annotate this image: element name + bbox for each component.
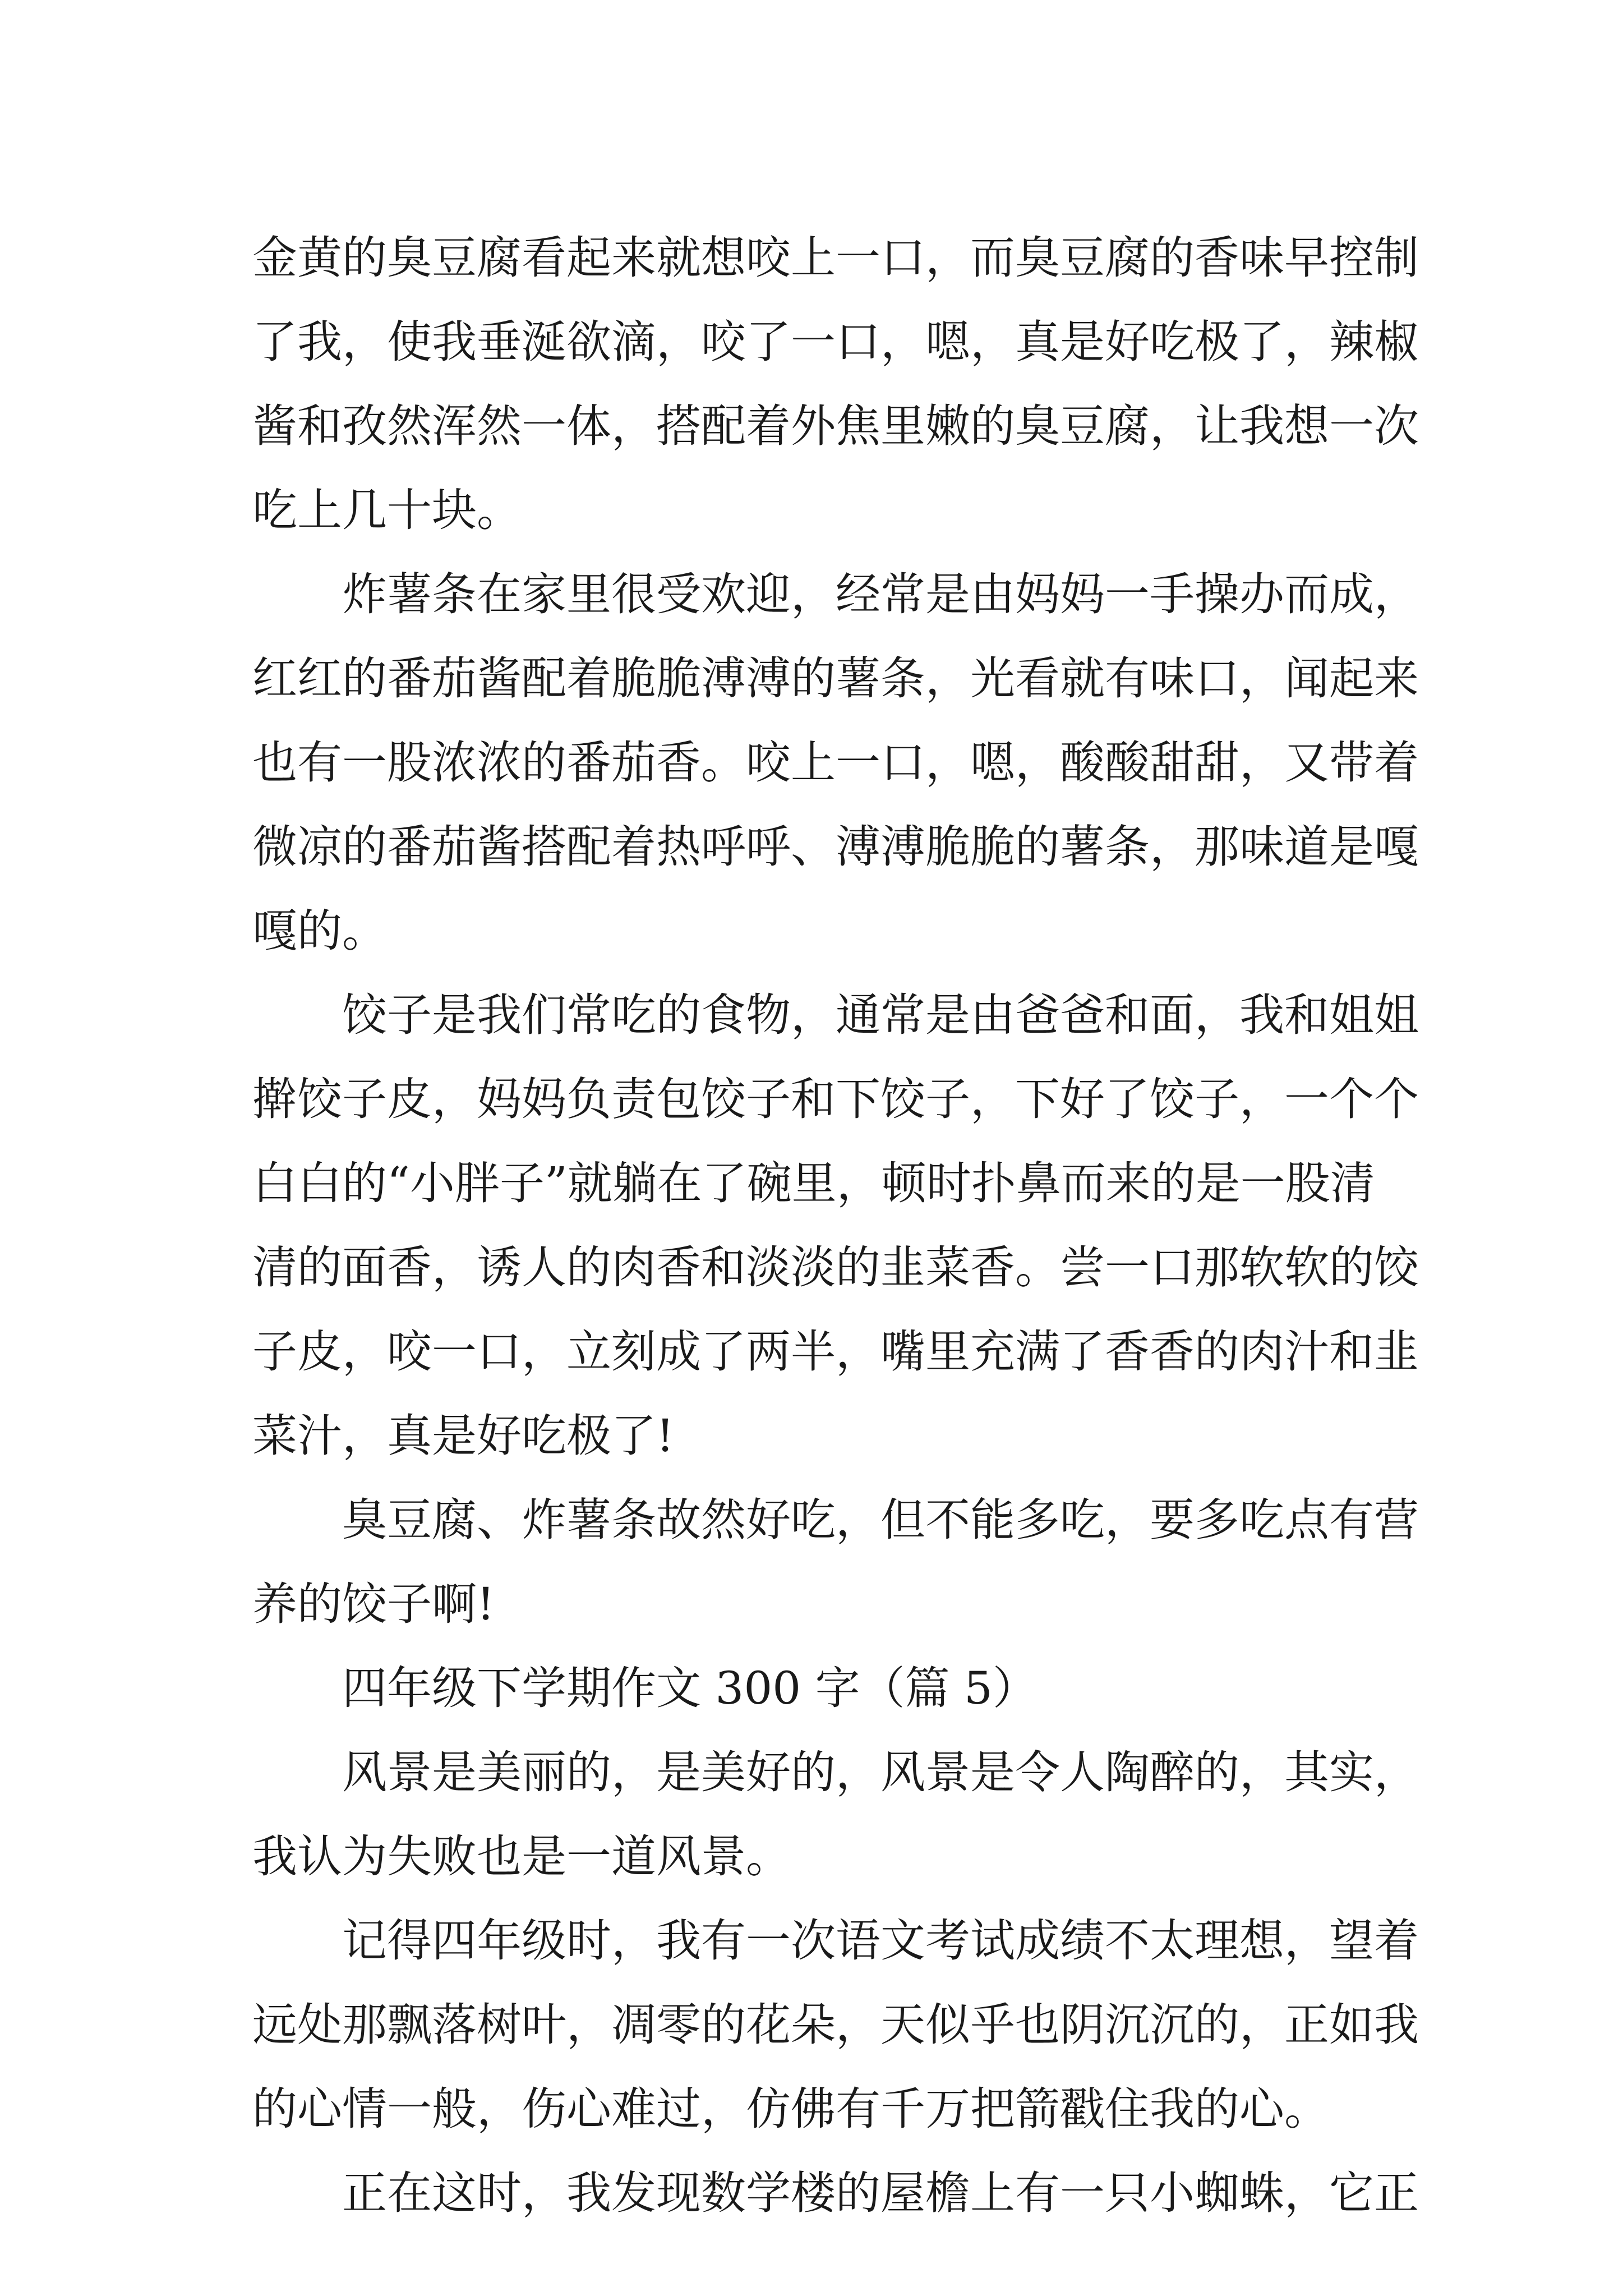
text-line: 风景是美丽的，是美好的，风景是令人陶醉的，其实， (342, 1746, 1419, 1798)
text-line: 白白的“小胖子”就躺在了碗里，顿时扑鼻而来的是一股清 (252, 1157, 1375, 1209)
paragraph-conclusion (252, 1478, 1419, 1646)
paragraph-stinky-tofu-end (252, 216, 1419, 553)
text-line: 我认为失败也是一道风景。 (252, 1830, 791, 1883)
text-line: 菜汁，真是好吃极了! (252, 1410, 675, 1462)
paragraph-memory (252, 1899, 1419, 2151)
text-line: 酱和孜然浑然一体，搭配着外焦里嫩的臭豆腐，让我想一次 (252, 400, 1419, 452)
text-line: 也有一股浓浓的番茄香。咬上一口，嗯，酸酸甜甜，又带着 (252, 737, 1419, 789)
text-line: 清的面香，诱人的肉香和淡淡的韭菜香。尝一口那软软的饺 (252, 1241, 1419, 1294)
text-line: 吃上几十块。 (252, 484, 522, 536)
text-line: 臭豆腐、炸薯条故然好吃，但不能多吃，要多吃点有营 (342, 1494, 1419, 1546)
text-line: 金黄的臭豆腐看起来就想咬上一口，而臭豆腐的香味早控制 (252, 232, 1419, 284)
text-line: 记得四年级时，我有一次语文考试成绩不太理想，望着 (342, 1915, 1419, 1967)
text-line: 红红的番茄酱配着脆脆溥溥的薯条，光看就有味口，闻起来 (252, 652, 1419, 705)
text-line: 微凉的番茄酱搭配着热呼呼、溥溥脆脆的薯条，那味道是嘎 (252, 821, 1419, 873)
text-line: 远处那飘落树叶，凋零的花朵，天似乎也阴沉沉的，正如我 (252, 1999, 1419, 2051)
essay-title (252, 1646, 1380, 1731)
text-line: 炸薯条在家里很受欢迎，经常是由妈妈一手操办而成， (342, 568, 1419, 620)
paragraph-scenery (252, 1731, 1419, 1899)
paragraph-spider (252, 2151, 1419, 2235)
paragraph-french-fries (252, 553, 1419, 973)
text-line: 的心情一般，伤心难过，仿佛有千万把箭戳住我的心。 (252, 2083, 1329, 2135)
text-line: 嘎的。 (252, 905, 387, 957)
text-line: 饺子是我们常吃的食物，通常是由爸爸和面，我和姐姐 (342, 989, 1419, 1041)
essay-title-text: 四年级下学期作文 300 字（篇 5） (342, 1662, 1038, 1714)
text-line: 养的饺子啊! (252, 1578, 495, 1630)
document-body (252, 216, 1419, 2235)
text-line: 子皮，咬一口，立刻成了两半，嘴里充满了香香的肉汁和韭 (252, 1326, 1419, 1378)
paragraph-dumplings (252, 973, 1419, 1478)
text-line: 了我，使我垂涎欲滴，咬了一口，嗯，真是好吃极了，辣椒 (252, 316, 1419, 368)
text-line: 擀饺子皮，妈妈负责包饺子和下饺子，下好了饺子，一个个 (252, 1073, 1419, 1125)
text-line: 正在这时，我发现数学楼的屋檐上有一只小蜘蛛，它正 (342, 2167, 1419, 2219)
